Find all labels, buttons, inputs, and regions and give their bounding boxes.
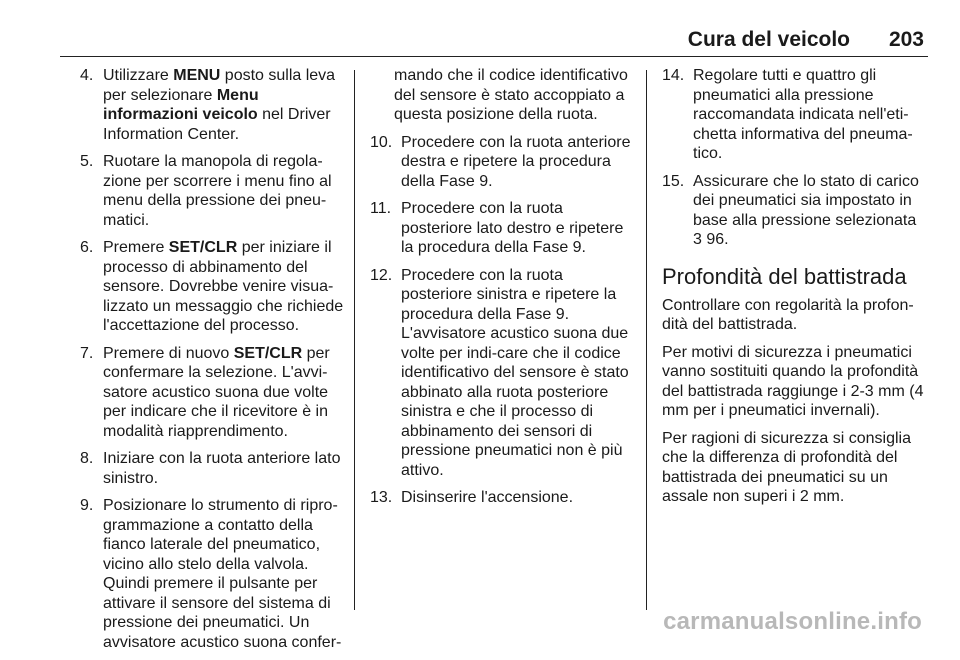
watermark: carmanualsonline.info (663, 608, 922, 635)
paragraph-2: Per motivi di sicurezza i pneumatici vanno sostituiti quando la profondità del battistrada raggiunge i 2-3 mm (4 mm per i pneumatici invernali). (662, 343, 924, 419)
step-number: 5. (80, 153, 94, 170)
step-text: Posizionare lo strumento di ripro-grammazione a contatto della fianco laterale del pneumatico, vicino allo stelo della valvola. Quindi premere il pulsante per attivare il sensore del sistema di pressione dei pneumatici. Un avvisatore acustico suona confer- (103, 497, 342, 651)
step-text: Utilizzare (103, 67, 174, 84)
step-text: Procedere con la ruota anteriore destra e ripetere la procedura della Fase 9. (401, 133, 631, 190)
header-rule (60, 56, 928, 57)
step-keyword: MENU (173, 67, 221, 84)
step-keyword: Menu informazioni veicolo (103, 86, 259, 123)
page-reference-icon: 3 (693, 231, 702, 248)
page-header (60, 28, 928, 56)
section-header-title: Cura del veicolo (687, 28, 850, 51)
step-8 (80, 449, 346, 488)
step-text: Disinserire l'accensione. (401, 489, 574, 506)
step-number: 8. (80, 450, 94, 467)
column-divider-1 (354, 70, 355, 610)
step-text: Premere (103, 239, 169, 256)
step-keyword: SET/CLR (168, 239, 238, 256)
column-divider-2 (646, 70, 647, 610)
page-number: 203 (888, 28, 924, 51)
step-15 (662, 172, 930, 250)
step-number: 11. (370, 200, 392, 217)
step-text: per iniziare il processo di abbinamento del sensore. Dovrebbe venire visua-lizzato un messaggio che richiede l'accettazione del processo. (103, 239, 344, 334)
step-11 (370, 199, 638, 258)
page-reference[interactable]: 96. (701, 231, 729, 248)
step-number: 9. (80, 497, 94, 514)
step-4 (80, 66, 346, 144)
step-number: 6. (80, 239, 94, 256)
step-text: posto sulla leva per selezionare (103, 67, 336, 104)
step-9-continuation: mando che il codice identificativo del sensore è stato accoppiato a questa posizione della ruota. (394, 67, 628, 123)
step-number: 7. (80, 344, 94, 362)
step-5 (80, 152, 346, 230)
step-number: 4. (80, 67, 94, 84)
step-14 (662, 66, 930, 164)
step-text: Procedere con la ruota posteriore sinistra e ripetere la procedura della Fase 9. L'avvisatore acustico suona due volte per indi-care che il codice identificativo del sensore è stato abbinato alla ruota posteriore sinistra e che il processo di abbinamento dei sensori di pressione pneumatici non è più attivo. (401, 266, 629, 479)
paragraph-3: Per ragioni di sicurezza si consiglia che la differenza di profondità del battistrada dei pneumatici su un assale non superi i 2 mm. (662, 429, 911, 505)
column-1 (80, 66, 346, 660)
steps-list-3 (662, 66, 930, 250)
section-title: Profondità del battistrada (662, 263, 907, 289)
step-7 (80, 344, 346, 442)
step-10 (370, 133, 638, 192)
step-number: 15. (662, 172, 685, 190)
step-text: Iniziare con la ruota anteriore lato sinistro. (103, 450, 341, 487)
step-text: Procedere con la ruota posteriore lato destro e ripetere la procedura della Fase 9. (401, 200, 624, 256)
paragraph-1: Controllare con regolarità la profon-dità del battistrada. (662, 296, 914, 333)
step-keyword: SET/CLR (233, 344, 303, 362)
step-13 (370, 488, 638, 508)
column-2 (370, 66, 638, 516)
step-text: Assicurare che lo stato di carico dei pneumatici sia impostato in base alla pressione selezionata (693, 172, 919, 229)
step-number: 12. (370, 266, 393, 284)
step-9 (80, 496, 346, 652)
step-text: Premere di nuovo (103, 344, 234, 362)
step-text: Regolare tutti e quattro gli pneumatici alla pressione raccomandata indicata nell'eti-chetta informativa del pneuma-tico. (693, 67, 913, 162)
step-text: Ruotare la manopola di regola-zione per scorrere i menu fino al menu della pressione dei pneu-matici. (103, 153, 332, 229)
step-number: 10. (370, 133, 393, 151)
step-text: per confermare la selezione. L'avvi-satore acustico suona due volte per indicare che il ricevitore è in modalità riapprendimento. (103, 344, 330, 440)
column-3 (662, 66, 930, 515)
step-number: 14. (662, 67, 685, 84)
step-text: nel Driver Information Center. (103, 106, 331, 143)
step-12 (370, 266, 638, 481)
steps-list-2 (370, 133, 638, 508)
step-6 (80, 238, 346, 336)
step-number: 13. (370, 489, 393, 506)
steps-list-1 (80, 66, 346, 652)
